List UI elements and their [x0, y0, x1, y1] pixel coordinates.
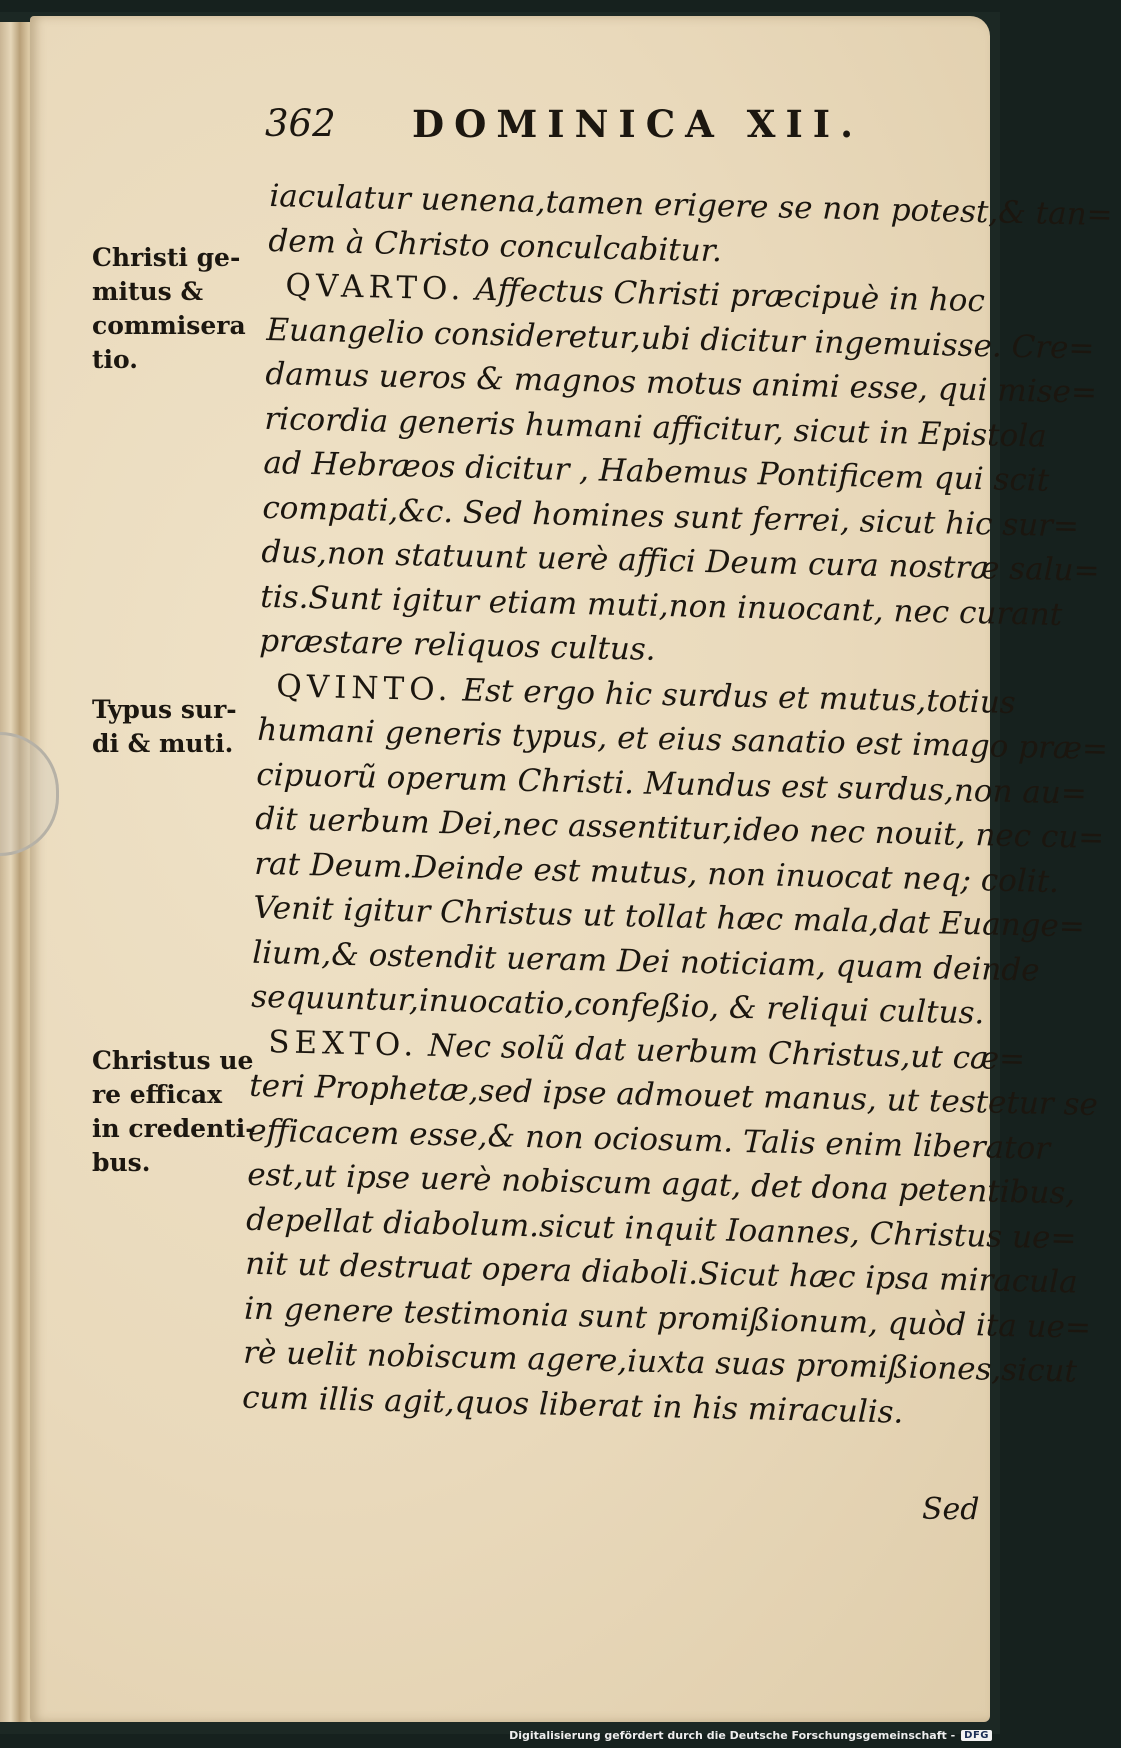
line-text: sequuntur,inuocatio,confeßio, & reliqui cultus. [250, 978, 985, 1032]
line-text: efficacem esse,& non ociosum. Talis enim liberator [247, 1112, 1051, 1167]
line-text: rat Deum.Deinde est mutus, non inuocat neq; colit. [253, 845, 1060, 900]
section-lead-word: QVARTO. [285, 267, 466, 308]
line-text: cum illis agit,quos liberat in his miraculis. [241, 1379, 904, 1431]
line-text: tis.Sunt igitur etiam muti,non inuocant, nec curant [260, 578, 1063, 633]
funding-credit: Digitalisierung gefördert durch die Deutsche Forschungsgemeinschaft - [509, 1728, 956, 1742]
marginal-line: Typus sur- [92, 695, 237, 724]
line-text: ad Hebræos dicitur , Habemus Pontificem qui scit [263, 444, 1050, 499]
line-text: præstare reliquos cultus. [258, 622, 657, 668]
line-text: humani generis typus, et eius sanatio est imago præ= [256, 711, 1109, 768]
marginal-note-3 [92, 1044, 272, 1180]
marginal-line: Christi ge- [92, 243, 241, 272]
line-text: lium,& ostendit ueram Dei noticiam, quam deinde [251, 934, 1040, 989]
line-text: compati,&c. Sed homines sunt ferrei, sicut hic sur= [262, 489, 1080, 544]
marginal-line: Christus ue [92, 1046, 254, 1075]
line-text: est,ut ipse uerè nobiscum agat, det dona petentibus, [246, 1156, 1076, 1212]
line-text: Venit igitur Christus ut tollat hæc mala,dat Euange= [252, 889, 1086, 945]
line-text: Euangelio consideretur,ubi dicitur ingemuisse. Cre= [266, 311, 1095, 367]
line-text: ricordia generis humani afficitur, sicut in Epistola [264, 400, 1048, 455]
marginal-line: tio. [92, 345, 138, 374]
line-text: nit ut destruat opera diaboli.Sicut hæc ipsa miracula [244, 1245, 1078, 1301]
main-text-block [241, 174, 1114, 1436]
digitization-footer [509, 1726, 992, 1744]
line-text: dit uerbum Dei,nec assentitur,ideo nec nouit, nec cu= [254, 800, 1105, 857]
line-text: Affectus Christi præcipuè in hoc [465, 271, 986, 320]
dfg-logo: DFG [961, 1730, 992, 1741]
line-text: iaculatur uenena,tamen erigere se non potest,& tan= [269, 177, 1114, 234]
marginal-line: bus. [92, 1148, 151, 1177]
line-text: damus ueros & magnos motus animi esse, qui mise= [265, 355, 1098, 411]
line-text: in genere testimonia sunt promißionum, quòd ita ue= [243, 1290, 1092, 1346]
line-text: Nec solũ dat uerbum Christus,ut cæ= [417, 1027, 1026, 1077]
line-text: cipuorũ operum Christi. Mundus est surdus,non au= [255, 756, 1088, 812]
marginal-line: mitus & [92, 277, 204, 306]
line-text: dem à Christo conculcabitur. [268, 222, 723, 269]
page-number: 362 [265, 102, 336, 145]
line-text: teri Prophetæ,sed ipse admouet manus, ut testetur se [248, 1067, 1099, 1124]
marginal-line: in credenti- [92, 1114, 256, 1143]
section-lead-word: SEXTO. [267, 1023, 419, 1064]
line-text: Est ergo hic surdus et mutus,totius [452, 671, 1017, 721]
line-text: rè uelit nobiscum agere,iuxta suas promißiones,sicut [242, 1334, 1078, 1390]
page-header [230, 102, 930, 158]
marginal-line: re efficax [92, 1080, 223, 1109]
catchword: Sed [922, 1492, 980, 1527]
running-title: DOMINICA XII. [412, 102, 863, 146]
marginal-line: commisera [92, 311, 246, 340]
marginal-note-1 [92, 241, 272, 377]
section-lead-word: QVINTO. [275, 667, 454, 708]
line-text: dus,non statuunt uerè affici Deum cura nostræ salu= [261, 533, 1100, 589]
marginal-note-2 [92, 693, 272, 761]
marginal-line: di & muti. [92, 729, 234, 758]
line-text: depellat diabolum.sicut inquit Ioannes, Christus ue= [245, 1201, 1077, 1257]
book-scan [0, 12, 1114, 1734]
